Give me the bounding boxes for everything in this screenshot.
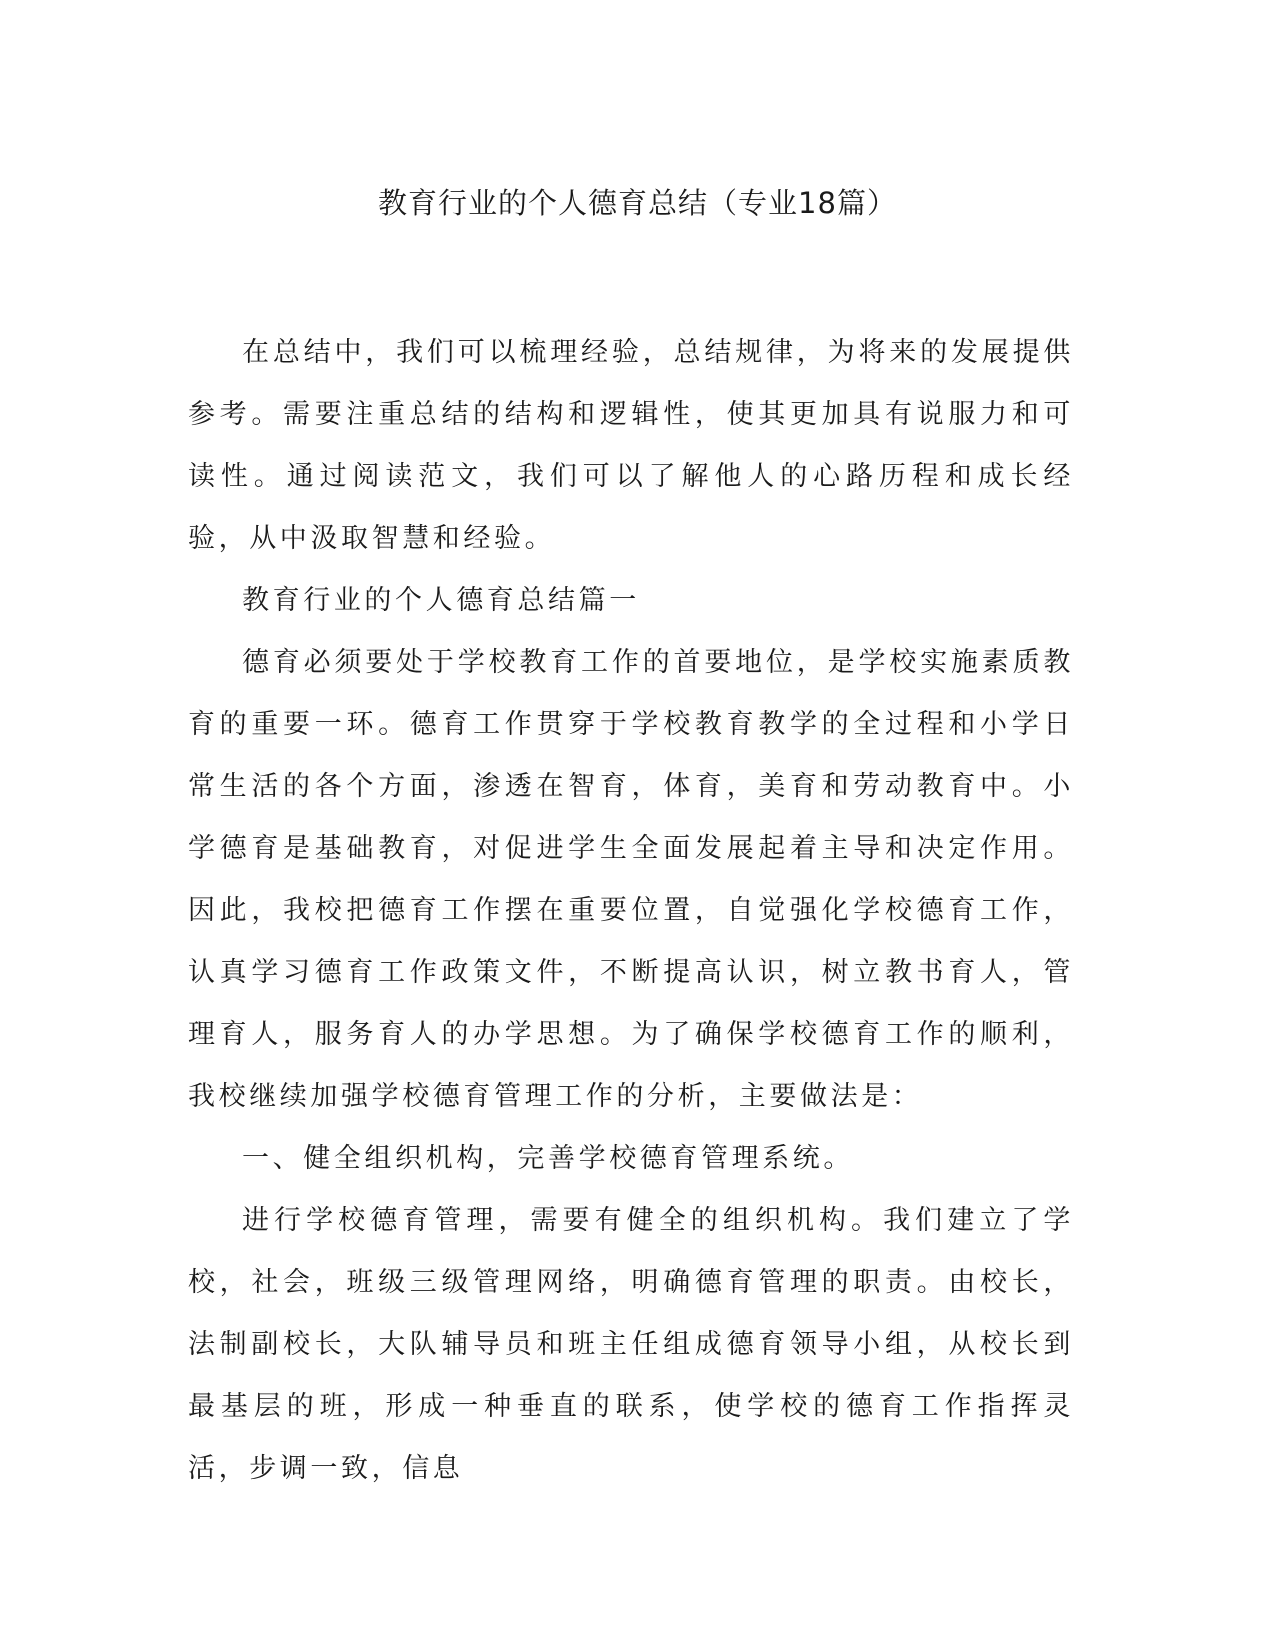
intro-paragraph: 在总结中，我们可以梳理经验，总结规律，为将来的发展提供参考。需要注重总结的结构和逻辑性，使其更加具有说服力和可读性。通过阅读范文，我们可以了解他人的心路历程和成长经验，从中汲取智慧和经验。 <box>188 337 1074 554</box>
section-heading: 教育行业的个人德育总结篇一 <box>242 585 640 616</box>
document-body <box>188 322 1074 1500</box>
body-paragraph: 德育必须要处于学校教育工作的首要地位，是学校实施素质教育的重要一环。德育工作贯穿于学校教育教学的全过程和小学日常生活的各个方面，渗透在智育，体育，美育和劳动教育中。小学德育是基础教育，对促进学生全面发展起着主导和决定作用。因此，我校把德育工作摆在重要位置，自觉强化学校德育工作，认真学习德育工作政策文件，不断提高认识，树立教书育人，管理育人，服务育人的办学思想。为了确保学校德育工作的顺利，我校继续加强学校德育管理工作的分析，主要做法是： <box>188 647 1074 1112</box>
body-paragraph: 进行学校德育管理，需要有健全的组织机构。我们建立了学校，社会，班级三级管理网络，明确德育管理的职责。由校长，法制副校长，大队辅导员和班主任组成德育领导小组，从校长到最基层的班，形成一种垂直的联系，使学校的德育工作指挥灵活，步调一致，信息 <box>188 1205 1074 1484</box>
document-title: 教育行业的个人德育总结（专业18篇） <box>378 186 897 220</box>
subsection-heading: 一、健全组织机构，完善学校德育管理系统。 <box>242 1143 854 1174</box>
